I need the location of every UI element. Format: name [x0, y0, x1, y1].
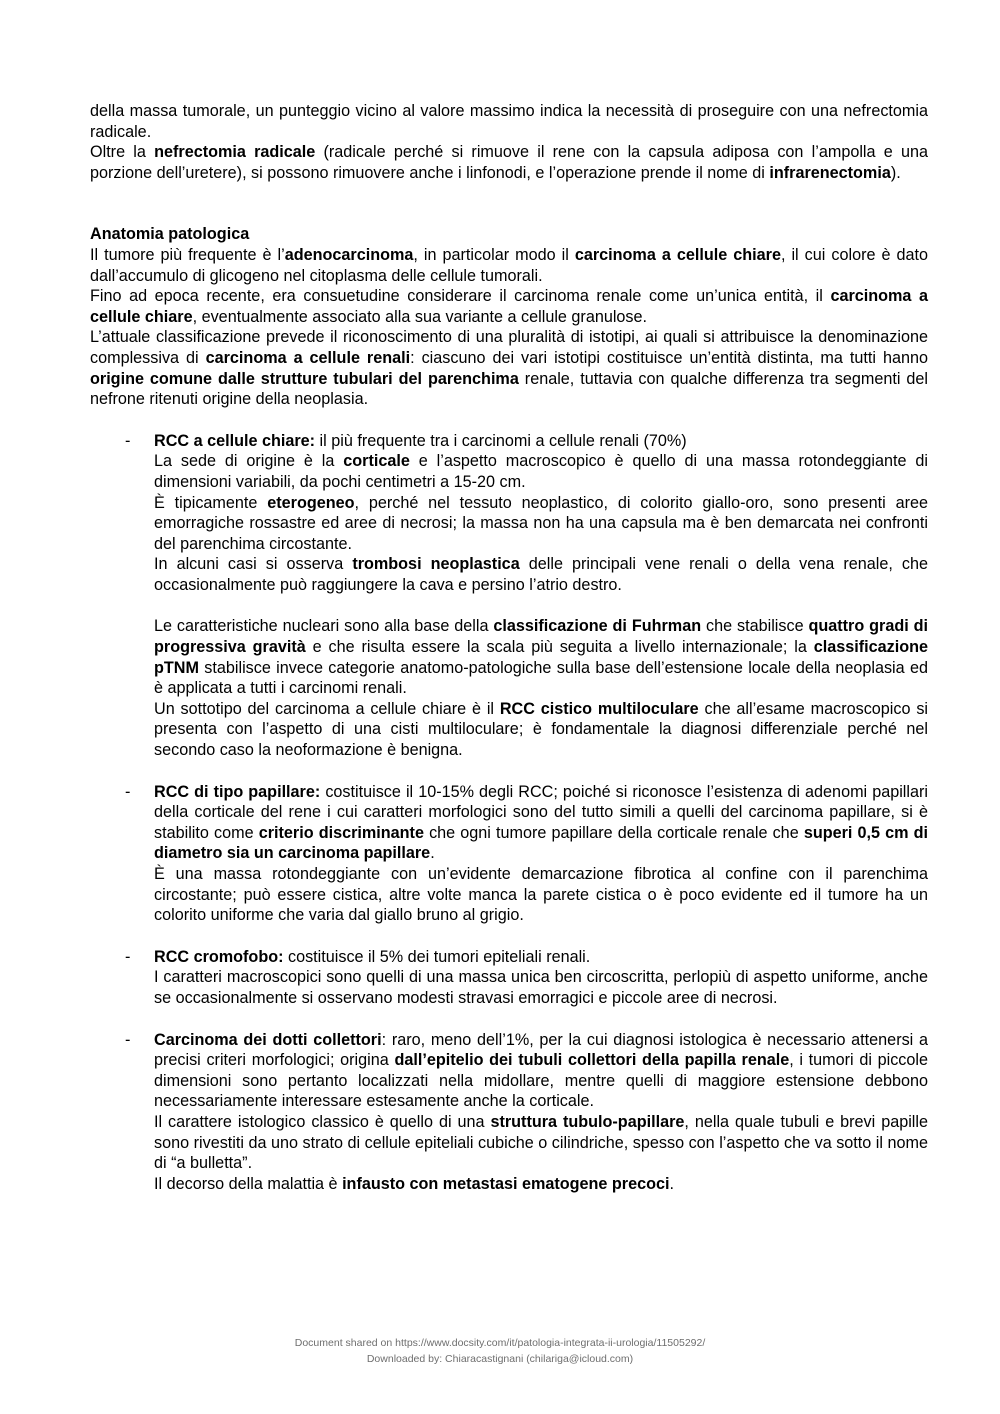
list-item	[90, 431, 928, 761]
list-item-paragraph	[154, 699, 928, 761]
text-run: renale, tuttavia con qualche differenza tra segmenti del nefrone ritenuti origine della neoplasia.	[90, 369, 928, 409]
text-run: È una massa rotondeggiante con un’evidente demarcazione fibrotica al confine con il parenchima circostante; può essere cistica, altre volte manca la parete cistica o è poco evidente ed il tumore ha un colorito uniforme che varia dal giallo bruno al grigio.	[154, 865, 928, 925]
bold-text: adenocarcinoma	[284, 245, 414, 264]
spacer	[90, 410, 928, 431]
text-run: costituisce il 10-15% degli RCC; poiché si riconosce l’esistenza di adenomi papillari della corticale del rene i cui caratteri morfologici sono del tutto simili a quelli del carcinoma papillare, si è stabilito come	[154, 782, 928, 842]
bold-text: quattro gradi di progressiva gravità	[154, 617, 928, 657]
footer-downloaded-by: Downloaded by: Chiaracastignani (chilariga@icloud.com)	[366, 1353, 634, 1365]
bold-text: RCC cromofobo:	[154, 947, 284, 966]
list-item-paragraph	[154, 493, 928, 555]
bold-text: nefrectomia radicale	[154, 143, 316, 162]
bold-text: eterogeneo	[267, 493, 355, 512]
intro-paragraph-2	[90, 142, 928, 183]
text-run: , nella quale tubuli e brevi papille sono rivestiti da uno strato di cellule epiteliali cubiche o cilindriche, spesso con l’aspetto che va sotto il nome di “a bulletta”.	[154, 1112, 928, 1173]
text-run: I caratteri macroscopici sono quelli di una massa unica ben circoscritta, perlopiù di aspetto uniforme, anche se occasionalmente si osservano modesti stravasi emorragici e piccole aree di necrosi.	[154, 968, 928, 1007]
text-run: L’attuale classificazione prevede il riconoscimento di una pluralità di istotipi, ai quali si attribuisce la denominazione complessiva di	[90, 328, 928, 367]
text-run: .	[430, 844, 435, 863]
bold-text: carcinoma a cellule chiare	[90, 287, 928, 326]
bold-text: carcinoma a cellule renali	[205, 348, 411, 367]
text-run: che ogni tumore papillare della corticale renale che	[423, 823, 804, 842]
bold-text: infausto con metastasi ematogene precoci	[342, 1174, 670, 1193]
bold-text: RCC cistico multiloculare	[499, 699, 699, 718]
section-paragraph	[90, 327, 928, 409]
list-item-paragraph	[154, 1030, 928, 1112]
list-item-paragraph	[154, 947, 928, 968]
spacer	[90, 1009, 928, 1030]
bold-text: carcinoma a cellule chiare	[574, 245, 781, 264]
text-run: Il decorso della malattia è	[154, 1174, 343, 1193]
text-run: È tipicamente	[154, 493, 268, 512]
text-run: Un sottotipo del carcinoma a cellule chiare è il	[154, 699, 500, 718]
list-item-paragraph	[154, 554, 928, 595]
text-run: ).	[890, 163, 901, 182]
text-run: (radicale perché si rimuove il rene con la capsula adiposa con l’ampolla e una porzione dell’uretere), si possono rimuovere anche i linfonodi, e l’operazione prende il nome di	[90, 143, 928, 182]
bullet-dash: -	[125, 1030, 131, 1049]
tumor-type-list	[90, 431, 928, 1195]
spacer	[90, 761, 928, 782]
bold-text: trombosi neoplastica	[352, 555, 520, 574]
text-run: il più frequente tra i carcinomi a cellule renali (70%)	[315, 431, 687, 450]
intro-paragraph-1	[90, 101, 928, 142]
list-item	[90, 782, 928, 926]
list-item-paragraph	[154, 967, 928, 1008]
text-run: , in particolar modo il	[413, 245, 575, 264]
list-item-paragraph	[154, 451, 928, 492]
spacer	[154, 595, 928, 616]
text-run: : raro, meno dell’1%, per la cui diagnosi istologica è necessario attenersi a precisi criteri morfologici; origina	[154, 1030, 928, 1070]
bold-text: infrarenectomia	[769, 163, 891, 182]
bold-text: RCC a cellule chiare:	[154, 431, 316, 450]
section-body	[90, 245, 928, 410]
bold-text: origine comune dalle strutture tubulari del parenchima	[90, 369, 519, 388]
bullet-dash: -	[125, 782, 131, 801]
text-run: , il cui colore è dato dall’accumulo di glicogeno nel citoplasma delle cellule tumorali.	[90, 245, 928, 285]
bullet-dash: -	[125, 947, 131, 966]
spacer	[90, 926, 928, 947]
bold-text: struttura tubulo-papillare	[490, 1112, 685, 1131]
text-run: La sede di origine è la	[154, 452, 344, 471]
bold-text: dall’epitelio dei tubuli collettori della papilla renale	[394, 1051, 790, 1070]
spacer	[90, 183, 928, 224]
list-item-paragraph	[154, 1112, 928, 1174]
text-run: Oltre la	[90, 143, 155, 162]
section-heading: Anatomia patologica	[90, 225, 250, 244]
text-run: Il tumore più frequente è l’	[90, 245, 285, 264]
bold-text: RCC di tipo papillare:	[154, 782, 321, 801]
list-item-paragraph	[154, 1174, 928, 1195]
list-item-paragraph	[154, 616, 928, 698]
section-paragraph	[90, 286, 928, 327]
text-run: : ciascuno dei vari istotipi costituisce un’entità distinta, ma tutti hanno	[410, 348, 928, 367]
text-run: e che risulta essere la scala più seguita a livello internazionale; la	[305, 638, 814, 657]
list-item-paragraph	[154, 431, 928, 452]
text-run: e l’aspetto macroscopico è quello di una massa rotondeggiante di dimensioni variabili, da pochi centimetri a 15-20 cm.	[154, 452, 928, 491]
text-run: delle principali vene renali o della vena renale, che occasionalmente può raggiungere la cava e persino l’atrio destro.	[154, 555, 929, 594]
text-run: stabilisce invece categorie anatomo-patologiche sulla base dell’estensione locale della neoplasia ed è applicata a tutti i carcinomi renali.	[154, 658, 928, 698]
bold-text: classificazione di Fuhrman	[493, 617, 702, 636]
bold-text: superi 0,5 cm di diametro sia un carcinoma papillare	[154, 823, 929, 863]
text-run: Il carattere istologico classico è quello di una	[154, 1112, 491, 1131]
text-run: che all’esame macroscopico si presenta con l’aspetto di una cisti multiloculare; è fondamentale la diagnosi differenziale perché nel secondo caso la neoformazione è benigna.	[154, 699, 929, 760]
bold-text: criterio discriminante	[258, 823, 424, 842]
section-paragraph	[90, 245, 928, 286]
text-run: , i tumori di piccole dimensioni sono pertanto localizzati nella midollare, mentre quelli di maggiore estensione debbono necessariamente interessare estesamente anche la corticale.	[154, 1051, 928, 1111]
text-run: , perché nel tessuto neoplastico, di colorito giallo-oro, sono presenti aree emorragiche rossastre ed aree di necrosi; la massa non ha una capsula ma è ben demarcata nei confronti del parenchima circostante.	[154, 493, 928, 553]
text-run: Le caratteristiche nucleari sono alla base della	[154, 617, 494, 636]
list-item	[90, 947, 928, 1009]
text-run: .	[669, 1174, 675, 1193]
list-item	[90, 1030, 928, 1195]
footer-shared-link[interactable]: Document shared on https://www.docsity.com/it/patologia-integrata-ii-urologia/11505292/	[294, 1337, 706, 1349]
list-item-paragraph	[154, 864, 928, 926]
text-run: della massa tumorale, un punteggio vicino al valore massimo indica la necessità di proseguire con una nefrectomia radicale.	[90, 102, 928, 141]
text-run: Fino ad epoca recente, era consuetudine considerare il carcinoma renale come un’unica entità, il	[90, 287, 831, 306]
bold-text: Carcinoma dei dotti collettori	[154, 1030, 382, 1049]
text-run: In alcuni casi si osserva	[154, 555, 353, 574]
text-run: che stabilisce	[701, 617, 809, 636]
bold-text: classificazione pTNM	[154, 638, 928, 677]
text-run: costituisce il 5% dei tumori epiteliali renali.	[283, 947, 591, 966]
bullet-dash: -	[125, 431, 131, 450]
list-item-paragraph	[154, 782, 928, 864]
text-run: , eventualmente associato alla sua variante a cellule granulose.	[192, 307, 648, 326]
document-page	[90, 101, 928, 1194]
bold-text: corticale	[343, 452, 410, 471]
